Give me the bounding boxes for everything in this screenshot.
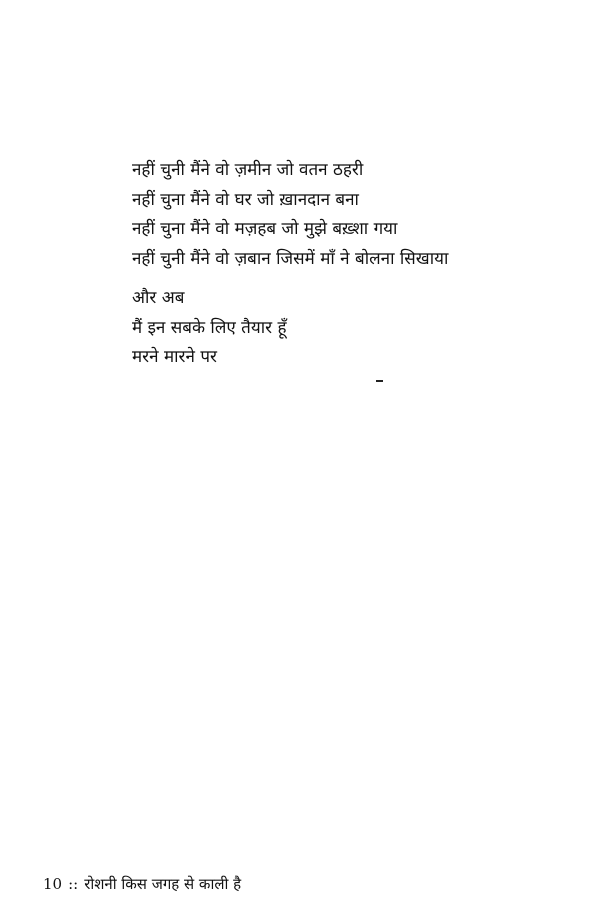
poem-line: मैं इन सबके लिए तैयार हूँ (132, 317, 287, 338)
page-number: 10 (43, 875, 63, 893)
end-mark (376, 380, 383, 382)
poem (132, 156, 572, 373)
poem-line: मरने मारने पर (132, 347, 217, 367)
poem-line: और अब (132, 288, 185, 308)
poem-line: नहीं चुनी मैंने वो ज़बान जिसमें माँ ने बोलना सिखाया (132, 248, 449, 269)
poem-line: नहीं चुना मैंने वो घर जो ख़ानदान बना (132, 189, 359, 210)
poem-line: नहीं चुना मैंने वो मज़हब जो मुझे बख़्शा गया (132, 219, 398, 239)
poem-stanza-2 (132, 284, 572, 373)
page-footer (43, 873, 241, 895)
footer-separator: :: (68, 875, 79, 893)
poem-stanza-1 (132, 156, 572, 274)
book-title: रोशनी किस जगह से काली है (84, 875, 242, 893)
poem-line: नहीं चुनी मैंने वो ज़मीन जो वतन ठहरी (132, 160, 364, 180)
